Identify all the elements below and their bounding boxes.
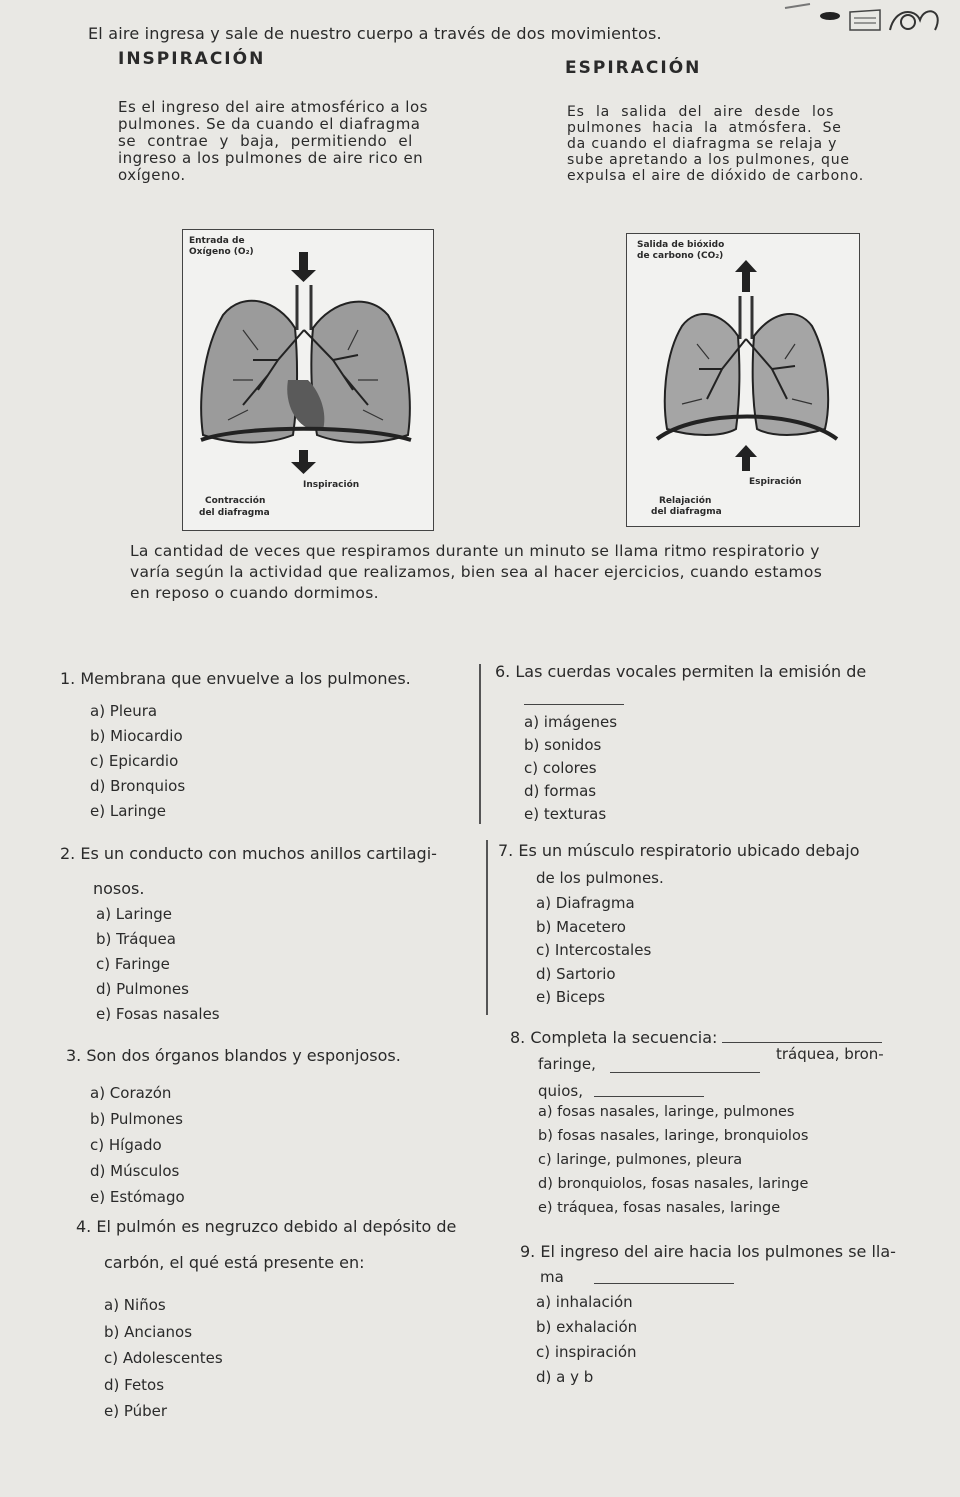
- inspiracion-line: se contrae y baja, permitiendo el: [118, 132, 413, 150]
- option[interactable]: c) Hígado: [90, 1136, 162, 1154]
- diagram-label: Oxígeno (O₂): [189, 247, 254, 257]
- option[interactable]: e) Biceps: [536, 988, 606, 1006]
- question-9-options: [536, 1290, 637, 1390]
- ritmo-line: en reposo o cuando dormimos.: [130, 584, 379, 602]
- option[interactable]: b) Macetero: [536, 917, 626, 936]
- option[interactable]: a) Laringe: [96, 905, 172, 923]
- answer-blank[interactable]: [722, 1042, 882, 1043]
- option[interactable]: a) Diafragma: [536, 894, 635, 912]
- ritmo-paragraph: [130, 541, 930, 604]
- diagram-label: del diafragma: [651, 507, 722, 517]
- question-8-options: [538, 1086, 808, 1220]
- answer-blank[interactable]: [610, 1072, 760, 1073]
- question-3-options: [90, 1080, 185, 1210]
- option[interactable]: d) a y b: [536, 1368, 594, 1386]
- question-3: 3. Son dos órganos blandos y esponjosos.: [66, 1046, 401, 1065]
- espiracion-line: expulsa el aire de dióxido de carbono.: [567, 168, 864, 184]
- espiracion-diagram: [626, 233, 860, 527]
- option[interactable]: e) Púber: [104, 1402, 168, 1420]
- inspiracion-paragraph: [118, 99, 498, 184]
- question-4-cont: carbón, el qué está presente en:: [104, 1253, 365, 1272]
- option[interactable]: c) Epicardio: [90, 752, 179, 770]
- option[interactable]: d) Bronquios: [90, 777, 186, 795]
- espiracion-line: da cuando el diafragma se relaja y: [567, 136, 838, 152]
- question-2-cont: nosos.: [93, 879, 145, 898]
- question-7-cont: de los pulmones.: [536, 869, 664, 887]
- question-2-options: [96, 902, 220, 1027]
- option[interactable]: c) laringe, pulmones, pleura: [538, 1152, 743, 1168]
- option[interactable]: b) fosas nasales, laringe, bronquiolos: [538, 1128, 809, 1144]
- option[interactable]: e) Laringe: [90, 802, 166, 820]
- question-4-options: [104, 1292, 223, 1425]
- diagram-label: del diafragma: [199, 508, 270, 518]
- diagram-label: Contracción: [205, 496, 266, 506]
- inspiracion-heading: INSPIRACIÓN: [118, 49, 266, 69]
- diagram-label: Salida de bióxido: [637, 240, 725, 250]
- option[interactable]: b) Tráquea: [96, 930, 176, 948]
- inspiracion-line: ingreso a los pulmones de aire rico en: [118, 149, 424, 167]
- question-9-cont: ma: [540, 1268, 564, 1286]
- question-1: 1. Membrana que envuelve a los pulmones.: [60, 669, 411, 688]
- intro-text: El aire ingresa y sale de nuestro cuerpo a través de dos movimientos.: [88, 24, 662, 43]
- question-4: 4. El pulmón es negruzco debido al depósito de: [76, 1217, 457, 1236]
- espiracion-line: Es la salida del aire desde los: [567, 104, 835, 120]
- option[interactable]: e) Fosas nasales: [96, 1005, 220, 1023]
- option[interactable]: b) Ancianos: [104, 1322, 193, 1341]
- inspiracion-line: pulmones. Se da cuando el diafragma: [118, 115, 421, 133]
- espiracion-heading: ESPIRACIÓN: [565, 58, 702, 78]
- option[interactable]: a) fosas nasales, laringe, pulmones: [538, 1104, 795, 1120]
- option[interactable]: c) inspiración: [536, 1343, 637, 1361]
- inspiracion-diagram: [182, 229, 434, 531]
- option[interactable]: d) Músculos: [90, 1162, 180, 1180]
- option[interactable]: d) formas: [524, 782, 597, 800]
- option[interactable]: d) Pulmones: [96, 980, 189, 998]
- option[interactable]: c) Faringe: [96, 955, 170, 973]
- option[interactable]: e) Estómago: [90, 1188, 185, 1206]
- lungs-espiracion-icon: [627, 234, 859, 526]
- diagram-label: Inspiración: [303, 480, 360, 490]
- answer-blank[interactable]: [594, 1283, 734, 1284]
- diagram-label: Entrada de: [189, 236, 245, 246]
- question-6: 6. Las cuerdas vocales permiten la emisión de: [495, 662, 867, 681]
- question-1-options: [90, 699, 185, 824]
- espiracion-line: pulmones hacia la atmósfera. Se: [567, 120, 842, 136]
- espiracion-paragraph: [567, 104, 907, 184]
- option[interactable]: b) sonidos: [524, 736, 602, 754]
- question-8-cont-c: quios,: [538, 1082, 583, 1100]
- diagram-label: Relajación: [659, 496, 712, 506]
- option[interactable]: d) Sartorio: [536, 964, 616, 983]
- option[interactable]: c) Adolescentes: [104, 1349, 223, 1367]
- option[interactable]: e) tráquea, fosas nasales, laringe: [538, 1200, 781, 1216]
- question-6-options: [524, 711, 617, 826]
- diagram-label: de carbono (CO₂): [637, 251, 724, 261]
- option[interactable]: a) imágenes: [524, 713, 618, 731]
- column-divider: [479, 664, 481, 824]
- ritmo-line: La cantidad de veces que respiramos durante un minuto se llama ritmo respiratorio y: [130, 542, 820, 560]
- option[interactable]: b) exhalación: [536, 1318, 638, 1336]
- doodle-icon: [780, 0, 950, 45]
- inspiracion-line: oxígeno.: [118, 166, 186, 184]
- option[interactable]: e) texturas: [524, 805, 607, 823]
- question-2: 2. Es un conducto con muchos anillos cartilagi-: [60, 844, 437, 863]
- option[interactable]: d) Fetos: [104, 1375, 165, 1394]
- option[interactable]: a) Niños: [104, 1296, 166, 1314]
- question-8-cont-b: tráquea, bron-: [776, 1045, 884, 1063]
- option[interactable]: a) Corazón: [90, 1084, 172, 1102]
- option[interactable]: a) Pleura: [90, 702, 158, 720]
- ritmo-line: varía según la actividad que realizamos, bien sea al hacer ejercicios, cuando estamos: [130, 563, 823, 581]
- question-8-cont-a: faringe,: [538, 1055, 596, 1073]
- question-7: 7. Es un músculo respiratorio ubicado debajo: [498, 841, 860, 860]
- option[interactable]: c) colores: [524, 759, 597, 777]
- column-divider: [486, 840, 488, 1015]
- option[interactable]: b) Miocardio: [90, 727, 183, 745]
- question-9: 9. El ingreso del aire hacia los pulmones se lla-: [520, 1242, 896, 1261]
- option[interactable]: d) bronquiolos, fosas nasales, laringe: [538, 1176, 809, 1192]
- question-7-options: [536, 892, 651, 1010]
- option[interactable]: a) inhalación: [536, 1293, 633, 1311]
- answer-blank[interactable]: [524, 704, 624, 705]
- diagram-label: Espiración: [749, 477, 802, 487]
- espiracion-line: sube apretando a los pulmones, que: [567, 152, 850, 168]
- question-8: 8. Completa la secuencia:: [510, 1028, 718, 1047]
- option[interactable]: c) Intercostales: [536, 941, 652, 959]
- option[interactable]: b) Pulmones: [90, 1110, 183, 1128]
- inspiracion-line: Es el ingreso del aire atmosférico a los: [118, 98, 428, 116]
